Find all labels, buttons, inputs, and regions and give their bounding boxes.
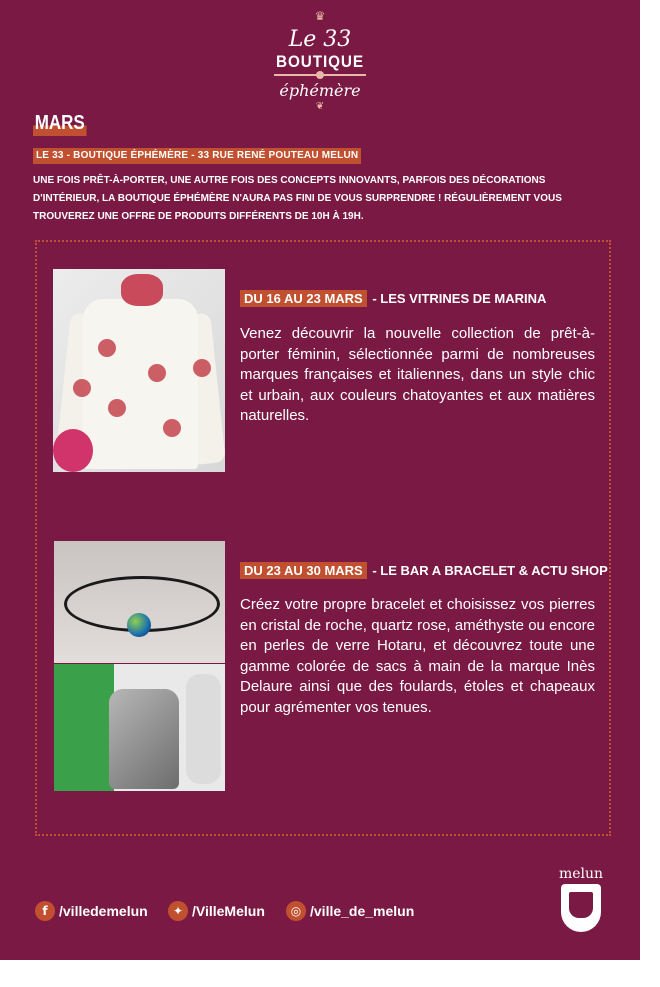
shirt-shape [83,299,198,469]
social-facebook[interactable] [35,900,148,922]
logo-boutique: BOUTIQUE [276,52,364,71]
mannequin-shape [186,674,221,784]
bracelet-bead [127,613,151,637]
scarf-shape [121,274,163,306]
social-twitter[interactable] [168,900,265,922]
event-1-description: Venez découvrir la nouvelle collection de prêt-à-porter féminin, sélectionnée parmi de nombreuses marques françaises et italiennes, dans un style chic et urbain, aux couleurs chatoyantes et aux matières naturelles. [240,325,595,424]
shirt-pattern [108,399,126,417]
crown-icon: ♛ [314,9,326,23]
backpack-shape [109,689,179,789]
twitter-handle[interactable]: /VilleMelun [192,903,265,919]
facebook-icon: f [35,901,55,921]
flower-shape [53,429,93,472]
shirt-pattern [193,359,211,377]
social-instagram[interactable] [286,900,414,922]
logo-ephemere: éphémère [279,81,361,100]
event-1-dates: DU 16 AU 23 MARS [240,290,367,307]
shirt-pattern [148,364,166,382]
flourish-icon: ❦ [315,101,325,112]
facebook-handle[interactable]: /villedemelun [59,903,148,919]
event-2-heading [240,562,608,580]
event-2-description: Créez votre propre bracelet et choisissez vos pierres en cristal de roche, quartz rose, améthyste ou encore en perles de verre Hotaru, et découvrez toute une gamme colorée de sacs à main de la marque Inès Delaure ainsi que des foulards, étoles et chapeaux pour agrémenter vos tenues. [240,596,595,716]
event-2-title: - LE BAR A BRACELET & ACTU SHOP [372,563,608,578]
shirt-pattern [163,419,181,437]
photo-bags [54,664,225,791]
shirt-pattern [98,339,116,357]
address-banner: LE 33 - BOUTIQUE ÉPHÉMÈRE - 33 RUE RENÉ POUTEAU MELUN [33,148,361,164]
green-jacket-shape [54,664,114,791]
shirt-pattern [73,379,91,397]
event-1-heading [240,290,546,308]
city-name: melun [558,866,604,882]
event-1-title: - LES VITRINES DE MARINA [372,291,547,306]
instagram-icon: ◎ [286,901,306,921]
photo-clothing [53,269,225,472]
month-title: MARS [34,112,85,134]
logo-le33: Le 33 [288,27,352,52]
shield-icon [561,884,601,932]
instagram-handle[interactable]: /ville_de_melun [310,903,415,919]
melun-crest [556,866,606,932]
boutique-logo [260,10,380,120]
intro-text: UNE FOIS PRÊT-À-PORTER, UNE AUTRE FOIS DES CONCEPTS INNOVANTS, PARFOIS DES DÉCORATIONS D'INTÉRIEUR, LA BOUTIQUE ÉPHÉMÈRE N'AURA PAS FINI DE VOUS SURPRENDRE ! RÉGULIÈREMENT VOUS TROUVEREZ UNE OFFRE DE PRODUITS DIFFÉRENTS DE 10H À 19H. [33,175,562,222]
logo-divider [274,74,366,76]
twitter-icon: ✦ [168,901,188,921]
event-2-dates: DU 23 AU 30 MARS [240,562,367,579]
photo-bracelet [54,541,225,663]
